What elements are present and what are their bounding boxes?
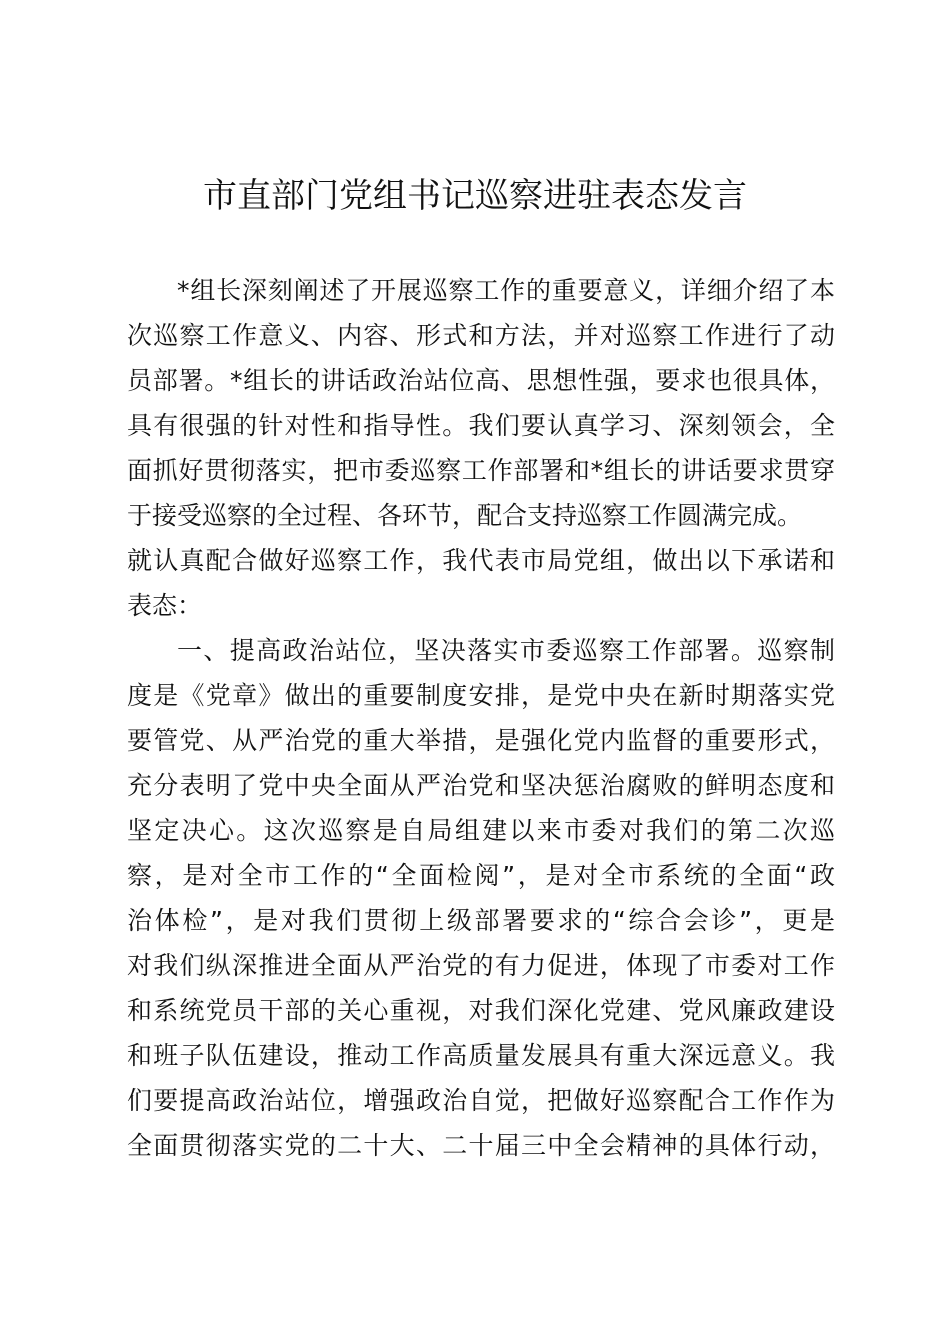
paragraph-line: 度是《党章》做出的重要制度安排，是党中央在新时期落实党 [127, 681, 835, 710]
paragraph-line: 次巡察工作意义、内容、形式和方法，并对巡察工作进行了动 [127, 321, 835, 350]
paragraph-line: *组长深刻阐述了开展巡察工作的重要意义，详细介绍了本 [177, 276, 835, 305]
paragraph-line: 具有很强的针对性和指导性。我们要认真学习、深刻领会，全 [127, 411, 835, 440]
paragraph-line: 全面贯彻落实党的二十大、二十届三中全会精神的具体行动， [127, 1131, 835, 1160]
document-title: 市直部门党组书记巡察进驻表态发言 [203, 176, 747, 216]
paragraph-line: 坚定决心。这次巡察是自局组建以来市委对我们的第二次巡 [127, 816, 835, 845]
paragraph-line: 们要提高政治站位，增强政治自觉，把做好巡察配合工作作为 [127, 1086, 835, 1115]
paragraph-line: 充分表明了党中央全面从严治党和坚决惩治腐败的鲜明态度和 [127, 771, 835, 800]
paragraph-line: 表态： [127, 591, 203, 620]
paragraph-line: 于接受巡察的全过程、各环节，配合支持巡察工作圆满完成。 [127, 501, 803, 530]
document-body [127, 268, 835, 1168]
paragraph-line: 治体检”，是对我们贯彻上级部署要求的“综合会诊”，更是 [127, 906, 835, 935]
paragraph-line: 和系统党员干部的关心重视，对我们深化党建、党风廉政建设 [127, 996, 835, 1025]
paragraph-line: 就认真配合做好巡察工作，我代表市局党组，做出以下承诺和 [127, 546, 835, 575]
paragraph-line: 一、提高政治站位，坚决落实市委巡察工作部署。巡察制 [177, 636, 835, 665]
paragraph-line: 和班子队伍建设，推动工作高质量发展具有重大深远意义。我 [127, 1041, 835, 1070]
paragraph-line: 要管党、从严治党的重大举措，是强化党内监督的重要形式， [127, 726, 835, 755]
paragraph-line: 面抓好贯彻落实，把市委巡察工作部署和*组长的讲话要求贯穿 [127, 456, 835, 485]
paragraph-line: 察，是对全市工作的“全面检阅”，是对全市系统的全面“政 [127, 861, 835, 890]
paragraph-line: 员部署。*组长的讲话政治站位高、思想性强，要求也很具体， [127, 366, 835, 395]
paragraph-line: 对我们纵深推进全面从严治党的有力促进，体现了市委对工作 [127, 951, 835, 980]
